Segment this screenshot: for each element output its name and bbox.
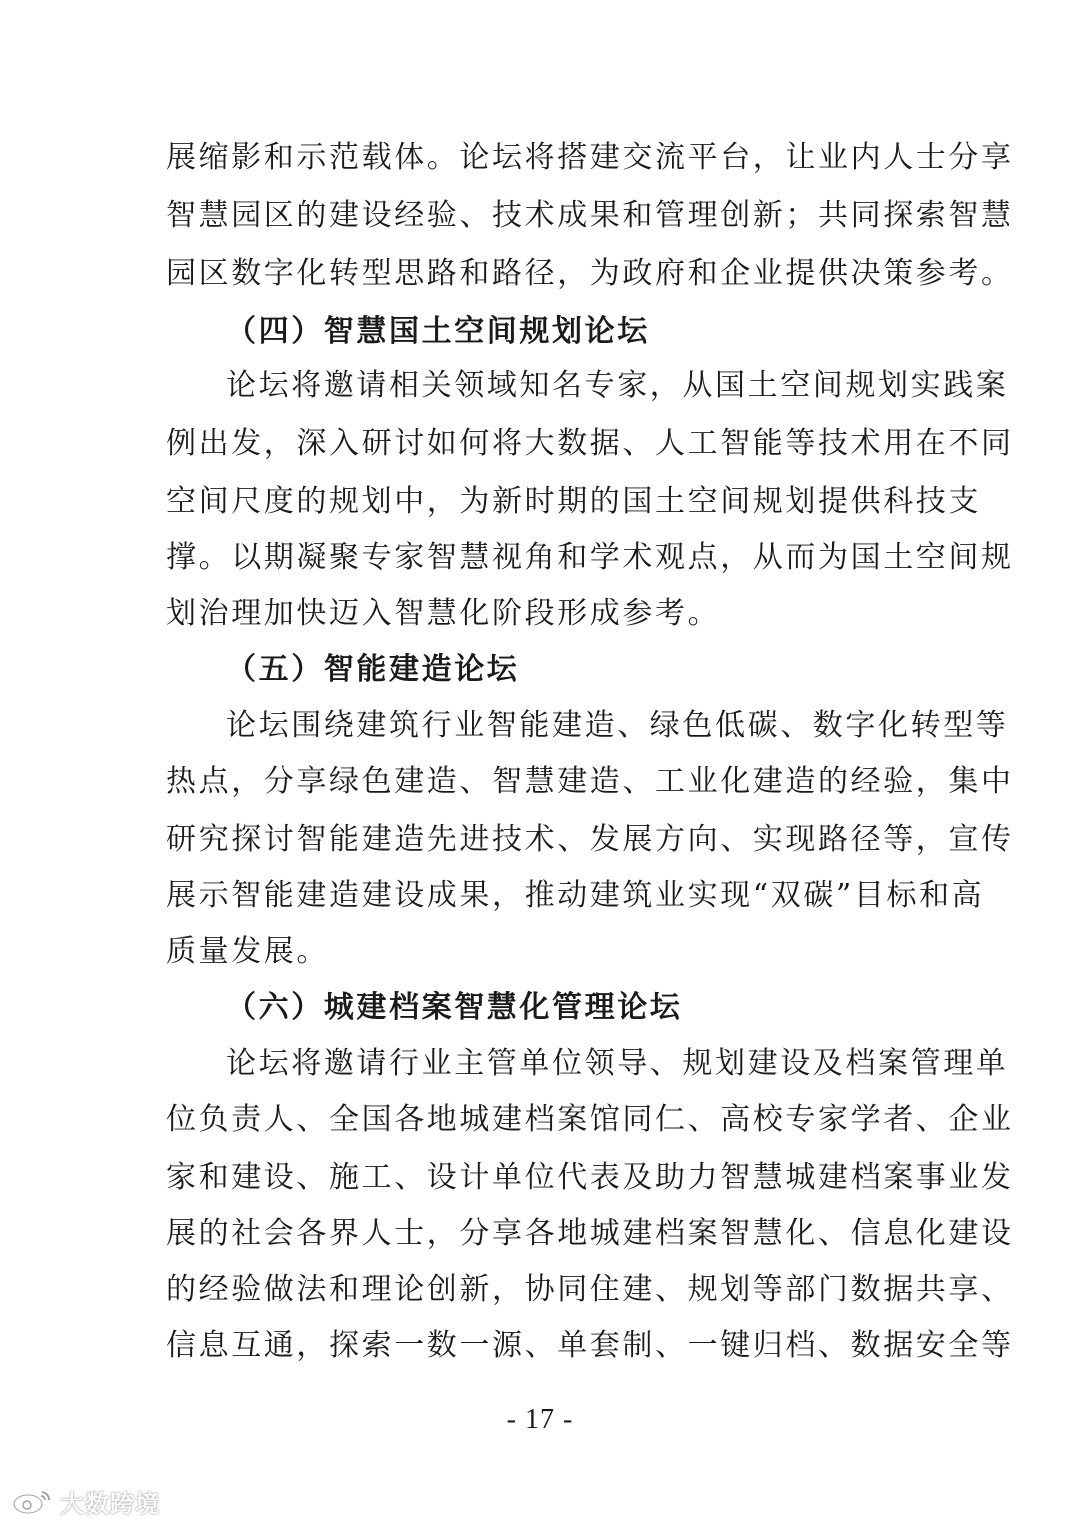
watermark	[10, 1484, 160, 1518]
weibo-logo-icon	[10, 1486, 54, 1516]
section-heading-4: （四）智慧国土空间规划论坛	[226, 314, 650, 349]
body-line: 例出发，深入研讨如何将大数据、人工智能等技术用在不同	[166, 426, 1014, 461]
body-line: 论坛围绕建筑行业智能建造、绿色低碳、数字化转型等	[226, 708, 1009, 743]
section-heading-5: （五）智能建造论坛	[226, 652, 520, 687]
body-line: 论坛将邀请行业主管单位领导、规划建设及档案管理单	[226, 1046, 1009, 1081]
body-line: 质量发展。	[166, 934, 329, 969]
body-line: 空间尺度的规划中，为新时期的国土空间规划提供科技支	[166, 484, 981, 519]
body-line: 论坛将邀请相关领域知名专家，从国土空间规划实践案	[226, 368, 1009, 403]
body-line: 园区数字化转型思路和路径，为政府和企业提供决策参考。	[166, 256, 1014, 291]
body-line: 热点，分享绿色建造、智慧建造、工业化建造的经验，集中	[166, 764, 1014, 799]
page-number: - 17 -	[506, 1404, 574, 1435]
body-line: 展示智能建造建设成果，推动建筑业实现“双碳”目标和高	[166, 878, 985, 913]
body-line: 智慧园区的建设经验、技术成果和管理创新；共同探索智慧	[166, 198, 1014, 233]
watermark-text: 大数跨境	[60, 1489, 160, 1518]
body-line: 信息互通，探索一数一源、单套制、一键归档、数据安全等	[166, 1328, 1014, 1363]
body-line: 划治理加快迈入智慧化阶段形成参考。	[166, 596, 721, 631]
body-line: 展的社会各界人士，分享各地城建档案智慧化、信息化建设	[166, 1216, 1014, 1251]
body-line: 的经验做法和理论创新，协同住建、规划等部门数据共享、	[166, 1272, 1014, 1307]
section-heading-6: （六）城建档案智慧化管理论坛	[226, 990, 683, 1025]
body-line: 家和建设、施工、设计单位代表及助力智慧城建档案事业发	[166, 1160, 1014, 1195]
body-line: 研究探讨智能建造先进技术、发展方向、实现路径等，宣传	[166, 822, 1014, 857]
body-line: 撑。以期凝聚专家智慧视角和学术观点，从而为国土空间规	[166, 540, 1014, 575]
body-line: 展缩影和示范载体。论坛将搭建交流平台，让业内人士分享	[166, 140, 1014, 175]
body-line: 位负责人、全国各地城建档案馆同仁、高校专家学者、企业	[166, 1102, 1014, 1137]
